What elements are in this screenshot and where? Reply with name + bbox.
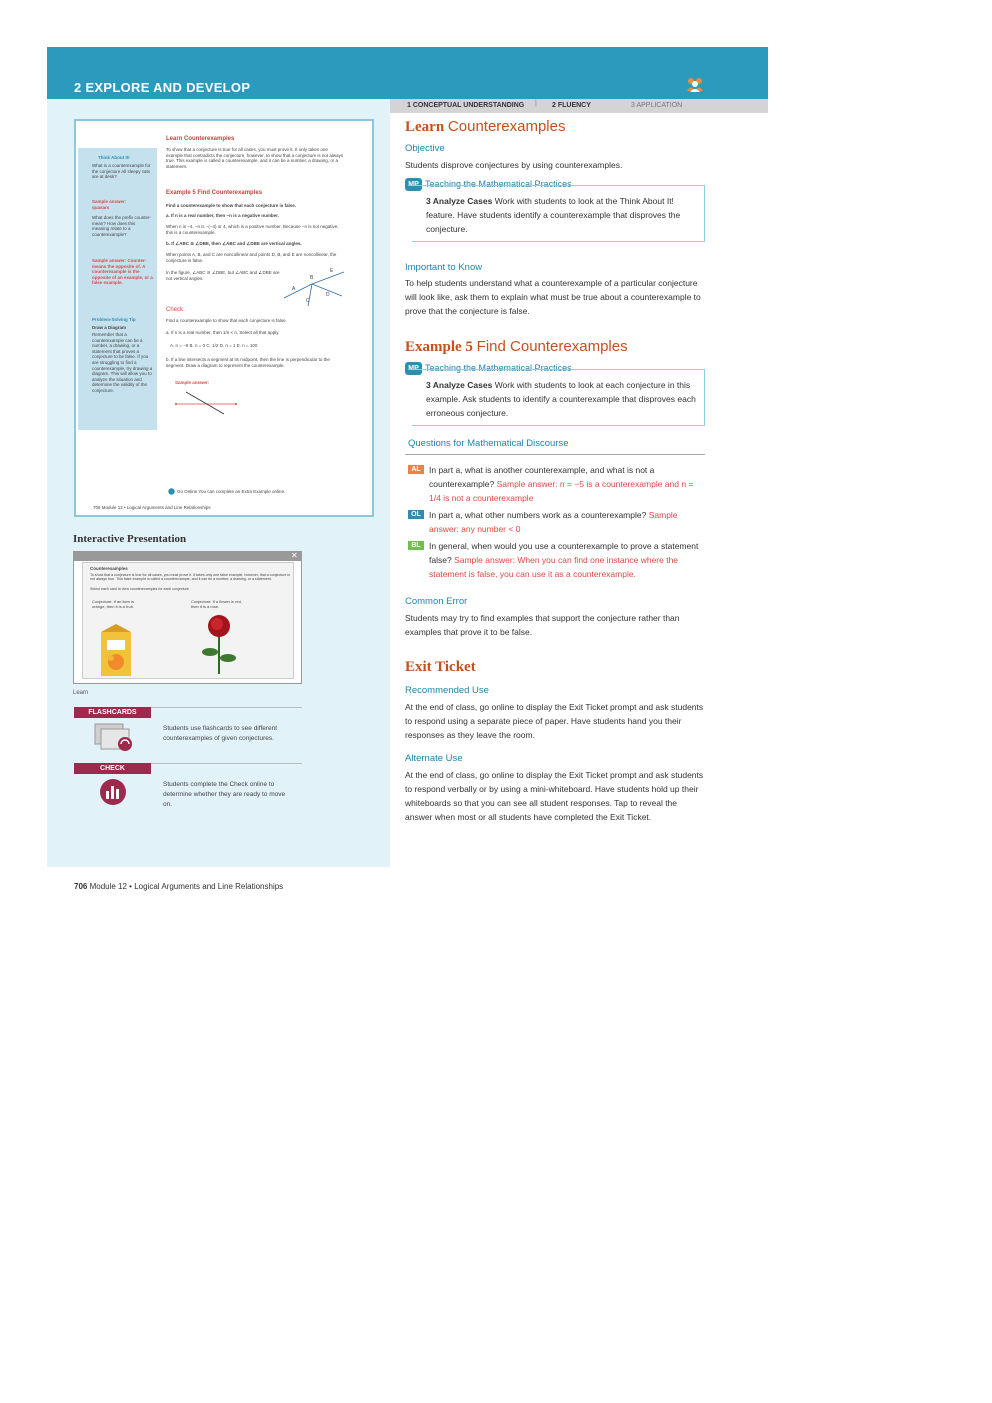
card-1-text[interactable]: Conjecture: If an item is orange, then it is a fruit. xyxy=(92,599,135,609)
page-number: 706 xyxy=(74,882,88,891)
go-online-icon xyxy=(168,488,175,495)
answer-al-text: Sample answer: n = −5 is a counterexample and n = 1/4 is not a counterexample xyxy=(429,479,694,503)
thumb-learn-title: Learn Counterexamples xyxy=(166,136,235,142)
answer-bl-text: Sample answer: When you can find one instance where the statement is false, you can use it as a counterexample. xyxy=(429,555,679,579)
tab-fluency[interactable]: 2 FLUENCY xyxy=(552,102,591,109)
thumb-check-a: a. If n is a real number, then 1/n < n. Select all that apply. xyxy=(166,330,280,335)
close-icon[interactable]: ✕ xyxy=(291,551,298,560)
flashcards-icon xyxy=(93,722,135,752)
mp2-bold: 3 Analyze Cases xyxy=(426,380,493,390)
mp-icon: MP xyxy=(405,178,422,191)
screen-text: To show that a conjecture is true for all cases, you must prove it. It takes only one false example, however, that a conjecture is not always true. This false example is called a counterexample, and it can be a number, a drawing, or a statement. xyxy=(90,573,290,582)
important-heading: Important to Know xyxy=(405,262,483,273)
svg-text:A: A xyxy=(292,286,296,292)
thumb-part-a: a. If n is a real number, then −n is a negative number. xyxy=(166,213,279,218)
objective-heading: Objective xyxy=(405,143,445,154)
thumb-part-b-text2: In the figure, ∠ABC ≅ ∠DBE, but ∠ABC and ∠DBE are not vertical angles. xyxy=(166,270,280,281)
thumb-example-title: Example 5 Find Counterexamples xyxy=(166,190,263,196)
thumb-check-b: b. If a line intersects a segment at its midpoint, then the line is perpendicular to the segment. Draw a diagram to represent the counterexample. xyxy=(166,357,330,368)
answer-ol-text: Sample answer: any number < 0 xyxy=(429,510,678,534)
flashcards-description: Students use flashcards to see different counterexamples of given conjectures. xyxy=(163,725,278,742)
question-ol-text: In part a, what other numbers work as a counterexample? xyxy=(429,510,647,520)
learn-heading-bold: Learn xyxy=(405,119,445,135)
svg-text:E: E xyxy=(330,268,334,274)
question-al xyxy=(429,463,701,505)
thumb-check-lead: Find a counterexample to show that each conjecture is false. xyxy=(166,318,287,323)
question-al-text: In part a, what is another counterexample, and what is not a counterexample? xyxy=(429,465,655,489)
thumb-footer: 706 Module 12 • Logical Arguments and Line Relationships xyxy=(93,505,211,510)
presentation-titlebar xyxy=(74,552,301,561)
common-error-heading: Common Error xyxy=(405,596,468,607)
svg-text:C: C xyxy=(306,298,310,304)
tab-divider: | xyxy=(535,100,537,107)
mp1-text xyxy=(426,194,702,236)
thumb-question2: What does the prefix counter- mean? How does this meaning relate to a counterexample? xyxy=(92,215,152,237)
check-chart-icon xyxy=(99,778,127,806)
question-ol xyxy=(429,508,701,536)
mp2-heading: Teaching the Mathematical Practices xyxy=(425,363,572,373)
check-description: Students complete the Check online to determine whether they are ready to move on. xyxy=(163,781,286,808)
people-icon xyxy=(686,76,704,92)
divider xyxy=(405,454,705,455)
questions-heading: Questions for Mathematical Discourse xyxy=(408,438,569,449)
recommended-use-heading: Recommended Use xyxy=(405,685,489,696)
angles-figure xyxy=(282,266,348,310)
alternate-use-text: At the end of class, go online to display the Exit Ticket prompt and ask students to respond verbally or by using a mini-whiteboard. Have students hold up their whiteboards so that you can see all student responses. Tap to reveal the answer when most or all students have completed the Exit Ticket. xyxy=(405,770,704,822)
interactive-presentation-title: Interactive Presentation xyxy=(73,533,187,545)
thumb-sample1-label: Sample answer: xyxy=(92,199,127,204)
learn-heading-rest: Counterexamples xyxy=(447,118,566,135)
thumb-check-options: A. n = −8 B. n = 0 C. 1/2 D. n = 1 E. n = 100 xyxy=(170,343,258,348)
example-heading-rest: Find Counterexamples xyxy=(476,338,628,355)
example-heading xyxy=(405,338,628,356)
svg-text:B: B xyxy=(310,275,314,281)
recommended-use-text: At the end of class, go online to display the Exit Ticket prompt and ask students to respond using a separate piece of paper. Have students hand you their responses as they leave the room. xyxy=(405,702,704,740)
mp1-heading: Teaching the Mathematical Practices xyxy=(425,179,572,189)
level-bl-badge: BL xyxy=(408,541,424,550)
level-al-badge: AL xyxy=(408,465,424,474)
mp-icon: MP xyxy=(405,362,422,375)
page-footer xyxy=(74,882,283,891)
thumb-part-a-text: When n is −4, −n is −(−4) or 4, which is a positive number. Because −n is not negative, this is a counterexample. xyxy=(166,224,339,235)
thumb-go-online: Go Online You can complete an Extra Example online. xyxy=(177,489,286,494)
thumb-tip-text: Remember that a counterexample can be a number, a drawing, or a statement that proves a conjecture to be false. If you are struggling to find a counterexample, try drawing a diagram. This will allow you to analyze the situation and determine the validity of the conjecture. xyxy=(92,332,153,393)
tab-application[interactable]: 3 APPLICATION xyxy=(631,102,683,109)
check-badge: CHECK xyxy=(74,763,151,774)
section-title: 2 EXPLORE AND DEVELOP xyxy=(74,80,251,95)
lesson-tabs xyxy=(390,99,768,113)
thumb-example-lead: Find a counterexample to show that each conjecture is false. xyxy=(166,203,297,208)
thumb-check-title: Check xyxy=(166,307,184,313)
thumb-tip-sub: Draw a Diagram xyxy=(92,325,127,330)
exit-ticket-title: Exit Ticket xyxy=(405,659,476,675)
thumb-intro: To show that a conjecture is true for all cases, you must prove it. It only takes one example that contradicts the conjecture, however, to show that a conjecture is not always true. This example is called a counterexample, and it can be a number, a drawing, or a statement. xyxy=(166,147,344,169)
mp1-bold: 3 Analyze Cases xyxy=(426,196,493,206)
footer-text: Module 12 • Logical Arguments and Line Relationships xyxy=(89,882,284,891)
objective-text: Students disprove conjectures by using counterexamples. xyxy=(405,160,623,170)
thumb-sample1-text: quasars xyxy=(92,205,110,210)
red-rose-image xyxy=(196,612,242,674)
thumb-tip-title: Problem-Solving Tip xyxy=(92,317,136,322)
alternate-use-heading: Alternate Use xyxy=(405,753,463,764)
important-text: To help students understand what a counterexample of a particular conjecture will look like, ask them to explain what must be true about a counterexample to prove that the conjecture is false. xyxy=(405,278,701,316)
thumb-check-sample: Sample answer: xyxy=(175,380,210,385)
mp1-body: Work with students to look at the Think About It! feature. Have students identify a counterexample that disproves the conjecture. xyxy=(426,196,681,234)
level-ol-badge: OL xyxy=(408,510,424,519)
example-heading-bold: Example 5 xyxy=(405,339,473,355)
thumb-part-b-text: When points A, B, and C are noncollinear and points D, B, and E are noncollinear, the conjecture is false. xyxy=(166,252,337,263)
screen-prompt: Select each card to view counterexamples for each conjecture. xyxy=(90,587,190,591)
orange-juice-carton-image xyxy=(95,622,137,678)
thumb-sample2: Sample answer: Counter- means the opposite of. A counterexample is the opposite of an example, or a false example. xyxy=(92,258,153,286)
segment-figure xyxy=(172,390,240,416)
thumb-think-text: What is a counterexample for the conjecture All sleepy cats are at desk? xyxy=(92,163,151,180)
learn-label: Learn xyxy=(73,690,89,696)
common-error-text: Students may try to find examples that support the conjecture rather than examples that prove it to be false. xyxy=(405,613,680,637)
thumb-think-title: Think About It! xyxy=(98,155,130,160)
mp2-text xyxy=(426,378,702,420)
screen-heading: Counterexamples xyxy=(90,566,128,571)
card-2-text[interactable]: Conjecture: If a flower is red, then it is a rose. xyxy=(191,599,242,609)
mp2-body: Work with students to look at each conjecture in this example. Ask students to identify a counterexample that disproves each erroneous conjecture. xyxy=(426,380,696,418)
tab-conceptual[interactable]: 1 CONCEPTUAL UNDERSTANDING xyxy=(407,102,525,109)
question-bl-text: In general, when would you use a counterexample to prove a statement false? xyxy=(429,541,699,565)
thumb-part-b: b. If ∠ABC ≅ ∠DBE, then ∠ABC and ∠DBE are vertical angles. xyxy=(166,241,302,246)
question-bl xyxy=(429,539,701,581)
exit-ticket-heading xyxy=(405,659,476,676)
flashcards-badge: FLASHCARDS xyxy=(74,707,151,718)
svg-text:D: D xyxy=(326,292,330,298)
learn-heading xyxy=(405,118,565,136)
